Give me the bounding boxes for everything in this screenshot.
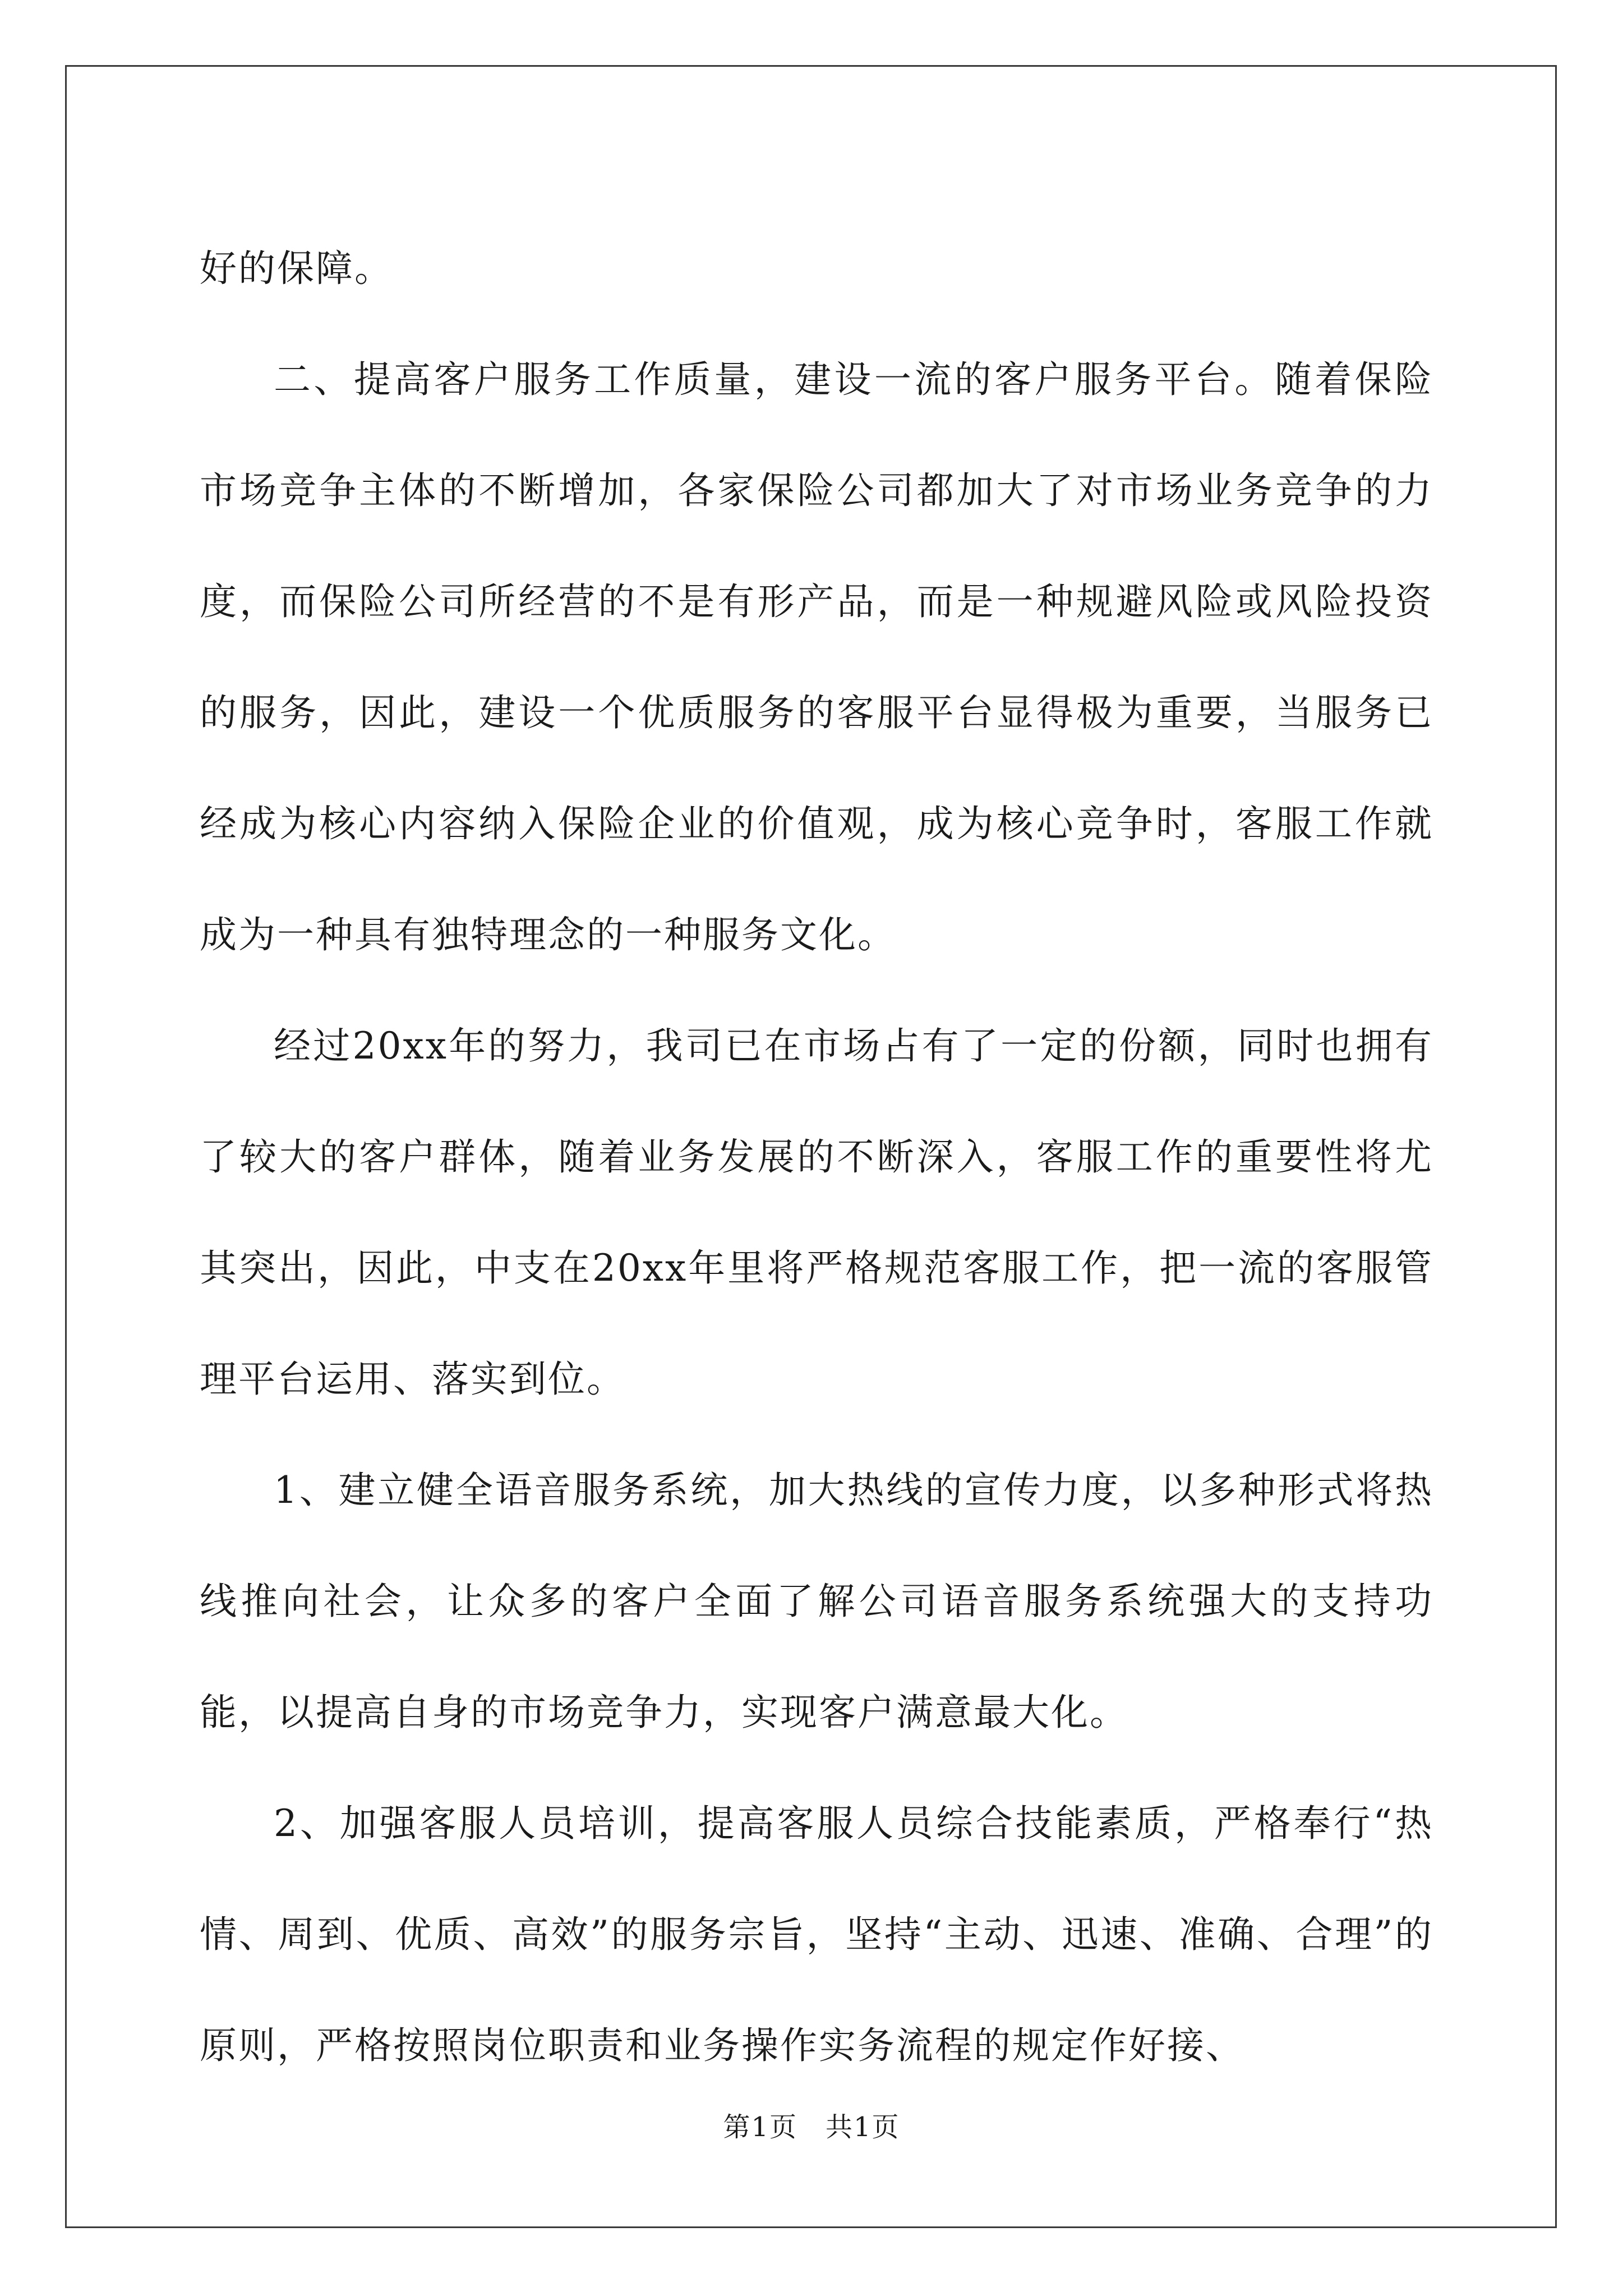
paragraph-customer-service-platform: 二、提高客户服务工作质量，建设一流的客户服务平台。随着保险市场竞争主体的不断增加，各家保险公司都加大了对市场业务竞争的力度，而保险公司所经营的不是有形产品，而是一种规避风险或风险投资的服务，因此，建设一个优质服务的客服平台显得极为重要，当服务已经成为核心内容纳入保险企业的价值观，成为核心竞争时，客服工作就成为一种具有独特理念的一种服务文化。 <box>200 358 1433 956</box>
paragraph-voice-service-system: 1、建立健全语音服务系统，加大热线的宣传力度，以多种形式将热线推向社会，让众多的客户全面了解公司语音服务系统强大的支持功能，以提高自身的市场竞争力，实现客户满意最大化。 <box>200 1469 1433 1734</box>
paragraph-staff-training: 2、加强客服人员培训，提高客服人员综合技能素质，严格奉行“热情、周到、优质、高效”的服务宗旨，坚持“主动、迅速、准确、合理”的原则，严格按照岗位职责和业务操作实务流程的规定作好接、 <box>200 1802 1433 2067</box>
paragraph-continuation: 好的保障。 <box>200 247 393 290</box>
page-number-footer: 第1页 共1页 <box>723 2111 900 2143</box>
paragraph-market-share: 经过20xx年的努力，我司已在市场占有了一定的份额，同时也拥有了较大的客户群体，随着业务发展的不断深入，客服工作的重要性将尤其突出，因此，中支在20xx年里将严格规范客服工作，把一流的客服管理平台运用、落实到位。 <box>200 1024 1433 1401</box>
document-body <box>200 213 1433 2101</box>
